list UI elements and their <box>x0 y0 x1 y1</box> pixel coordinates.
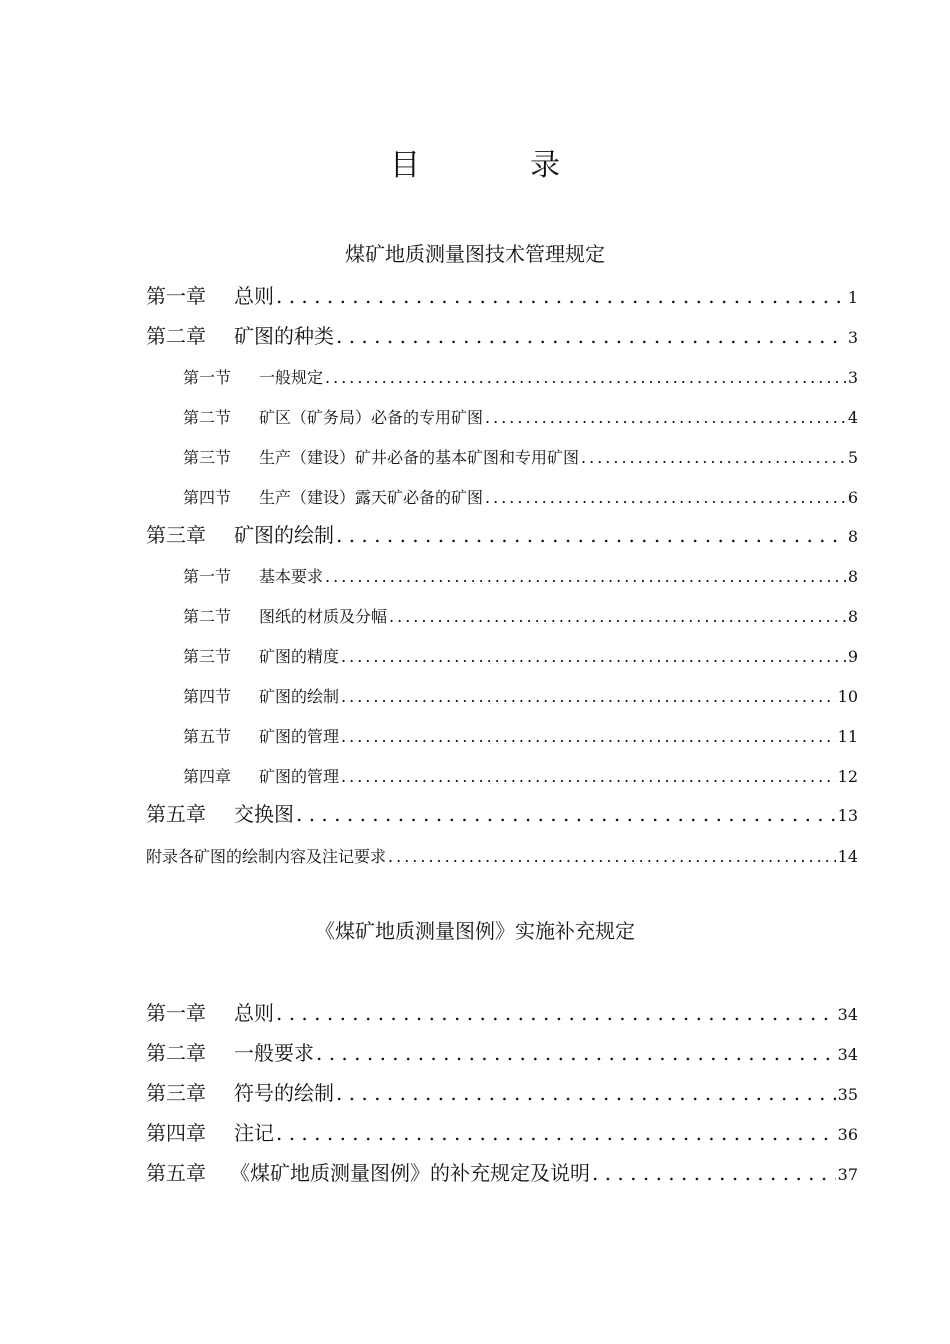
toc-entry[interactable] <box>146 1078 858 1108</box>
entry-number: 第五章 <box>146 802 206 826</box>
entry-label: 《煤矿地质测量图例》的补充规定及说明 <box>230 1161 590 1185</box>
entry-number: 第一节 <box>183 567 232 586</box>
toc-entry[interactable] <box>146 998 858 1028</box>
dot-leader <box>276 998 836 1028</box>
dot-leader <box>336 1078 836 1108</box>
entry-number: 第三节 <box>183 647 232 666</box>
entry-label: 交换图 <box>234 802 294 826</box>
entry-number: 第一节 <box>183 368 232 387</box>
entry-label: 矿图的管理 <box>259 767 340 786</box>
entry-page: 1 <box>847 288 858 307</box>
dot-leader <box>592 1158 836 1188</box>
entry-page: 37 <box>837 1165 858 1184</box>
entry-label: 注记 <box>234 1121 274 1145</box>
entry-page: 34 <box>837 1045 858 1064</box>
toc-entry[interactable] <box>146 1118 858 1148</box>
dot-leader <box>316 1038 836 1068</box>
toc-entry[interactable] <box>146 1038 858 1068</box>
entry-label: 符号的绘制 <box>234 1081 334 1105</box>
entry-number: 第四章 <box>146 1121 206 1145</box>
part1-heading: 煤矿地质测量图技术管理规定 <box>345 242 605 266</box>
entry-number: 第一章 <box>146 1001 206 1025</box>
entry-number: 第五章 <box>146 1161 206 1185</box>
entry-label: 生产（建设）露天矿必备的矿图 <box>259 488 484 507</box>
part2-heading: 《煤矿地质测量图例》实施补充规定 <box>315 919 635 943</box>
entry-page: 12 <box>837 767 858 786</box>
entry-number: 第四节 <box>183 687 232 706</box>
entry-page: 14 <box>837 847 858 866</box>
entry-number: 第三章 <box>146 1081 206 1105</box>
entry-page: 8 <box>847 567 858 586</box>
page-title: 目 录 <box>390 148 600 183</box>
entry-page: 8 <box>847 607 858 626</box>
entry-number: 第二节 <box>183 408 232 427</box>
entry-page: 8 <box>847 527 858 546</box>
entry-label: 一般规定 <box>259 368 324 387</box>
dot-leader <box>276 1118 836 1148</box>
entry-label: 矿图的管理 <box>259 727 340 746</box>
entry-page: 3 <box>847 328 858 347</box>
entry-number: 第二章 <box>146 1041 206 1065</box>
entry-page: 6 <box>847 488 858 507</box>
entry-number: 第二章 <box>146 324 206 348</box>
entry-number: 第二节 <box>183 607 232 626</box>
entry-label: 总则 <box>234 284 274 308</box>
toc-entry[interactable] <box>146 1158 858 1188</box>
entry-page: 34 <box>837 1005 858 1024</box>
entry-page: 11 <box>837 727 858 746</box>
entry-label: 附录各矿图的绘制内容及注记要求 <box>146 847 387 866</box>
entry-label: 矿图的绘制 <box>259 687 340 706</box>
entry-page: 35 <box>837 1085 858 1104</box>
entry-number: 第四节 <box>183 488 232 507</box>
entry-label: 矿图的精度 <box>259 647 340 666</box>
entry-number: 第三节 <box>183 448 232 467</box>
entry-label: 矿图的种类 <box>234 324 334 348</box>
entry-label: 矿图的绘制 <box>234 523 334 547</box>
entry-label: 图纸的材质及分幅 <box>259 607 388 626</box>
entry-label: 基本要求 <box>259 567 324 586</box>
entry-number: 第四章 <box>183 767 232 786</box>
entry-page: 5 <box>847 448 858 467</box>
entry-number: 第三章 <box>146 523 206 547</box>
entry-page: 3 <box>847 368 858 387</box>
entry-page: 36 <box>837 1125 858 1144</box>
entry-page: 4 <box>847 408 858 427</box>
entry-label: 矿区（矿务局）必备的专用矿图 <box>259 408 484 427</box>
entry-number: 第一章 <box>146 284 206 308</box>
entry-page: 10 <box>837 687 858 706</box>
entry-number: 第五节 <box>183 727 232 746</box>
entry-label: 总则 <box>234 1001 274 1025</box>
entry-page: 9 <box>847 647 858 666</box>
entry-label: 一般要求 <box>234 1041 314 1065</box>
entry-page: 13 <box>837 806 858 825</box>
entry-label: 生产（建设）矿井必备的基本矿图和专用矿图 <box>259 448 580 467</box>
